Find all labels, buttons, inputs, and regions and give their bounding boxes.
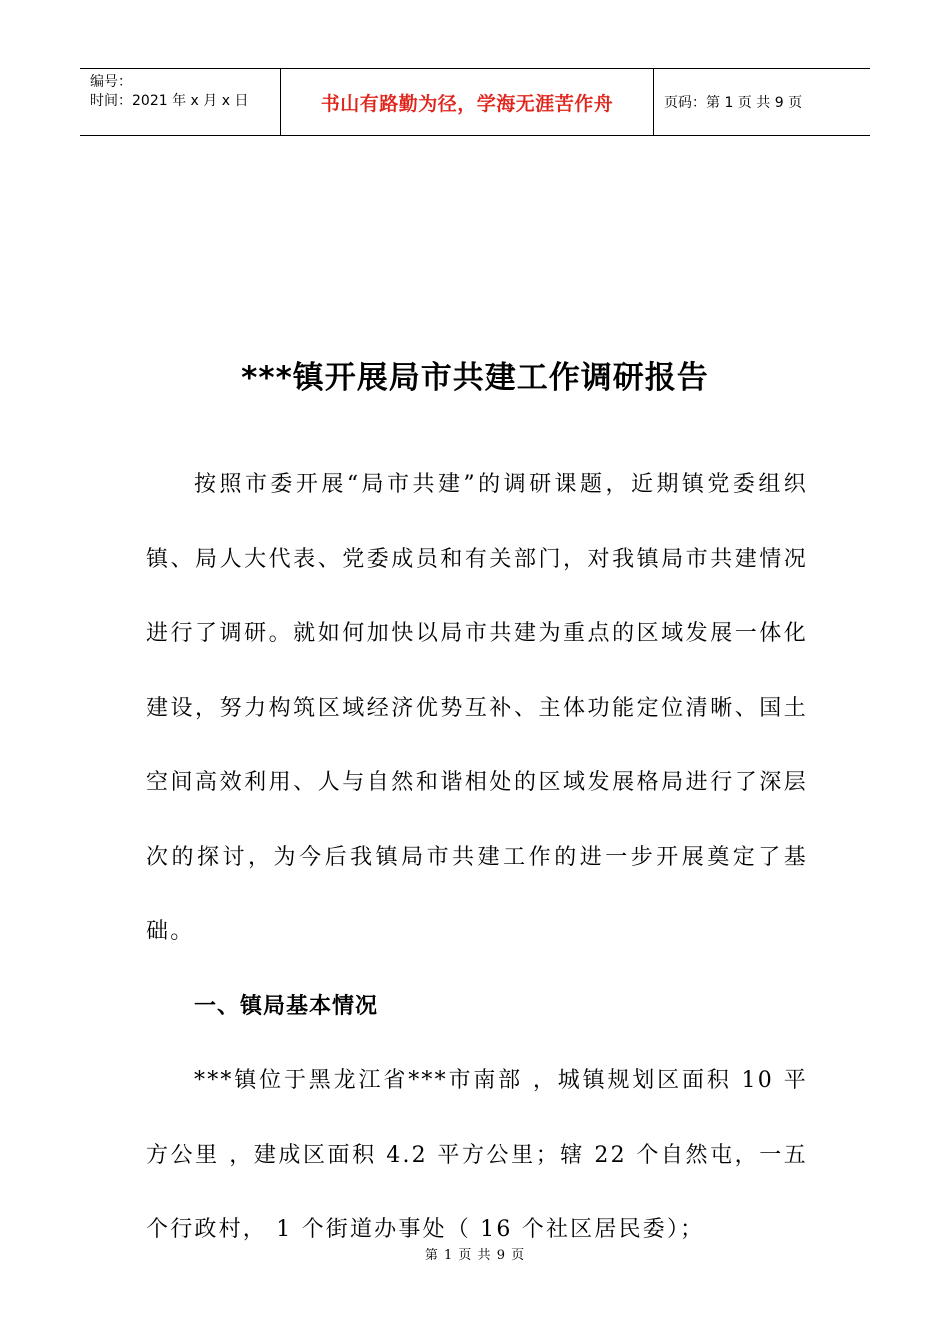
- time-label: 时间：2021 年 x 月 x 日: [90, 93, 249, 109]
- page-info: 页码：第 1 页 共 9 页: [664, 95, 803, 111]
- header-motto-cell: [281, 69, 654, 135]
- motto: 书山有路勤为径，学海无涯苦作舟: [320, 92, 614, 115]
- intro-paragraph: 按照市委开展“局市共建”的调研课题，近期镇党委组织镇、局人大代表、党委成员和有关部门，对我镇局市共建情况进行了调研。就如何加快以局市共建为重点的区域发展一体化建设，努力构筑区域经济优势互补、主体功能定位清晰、国土空间高效利用、人与自然和谐相处的区域发展格局进行了深层次的探讨，为今后我镇局市共建工作的进一步开展奠定了基础。: [146, 472, 808, 944]
- document-title: ***镇开展局市共建工作调研报告: [241, 360, 709, 396]
- header-page-info: [654, 69, 870, 135]
- header-meta: [80, 69, 281, 135]
- page-header: [80, 68, 870, 136]
- number-label: 编号：: [90, 74, 132, 90]
- section-heading: 一、镇局基本情况: [194, 993, 379, 1019]
- section-paragraph: ***镇位于黑龙江省***市南部 ，城镇规划区面积 10 平方公里 ，建成区面积 4.2 平方公里；辖 22 个自然屯，一五 个行政村， 1 个街道办事处（ 16 个社区居民委）；: [146, 1068, 808, 1242]
- document-body: [146, 448, 808, 1268]
- page-footer: 第 1 页 共 9 页: [424, 1248, 526, 1263]
